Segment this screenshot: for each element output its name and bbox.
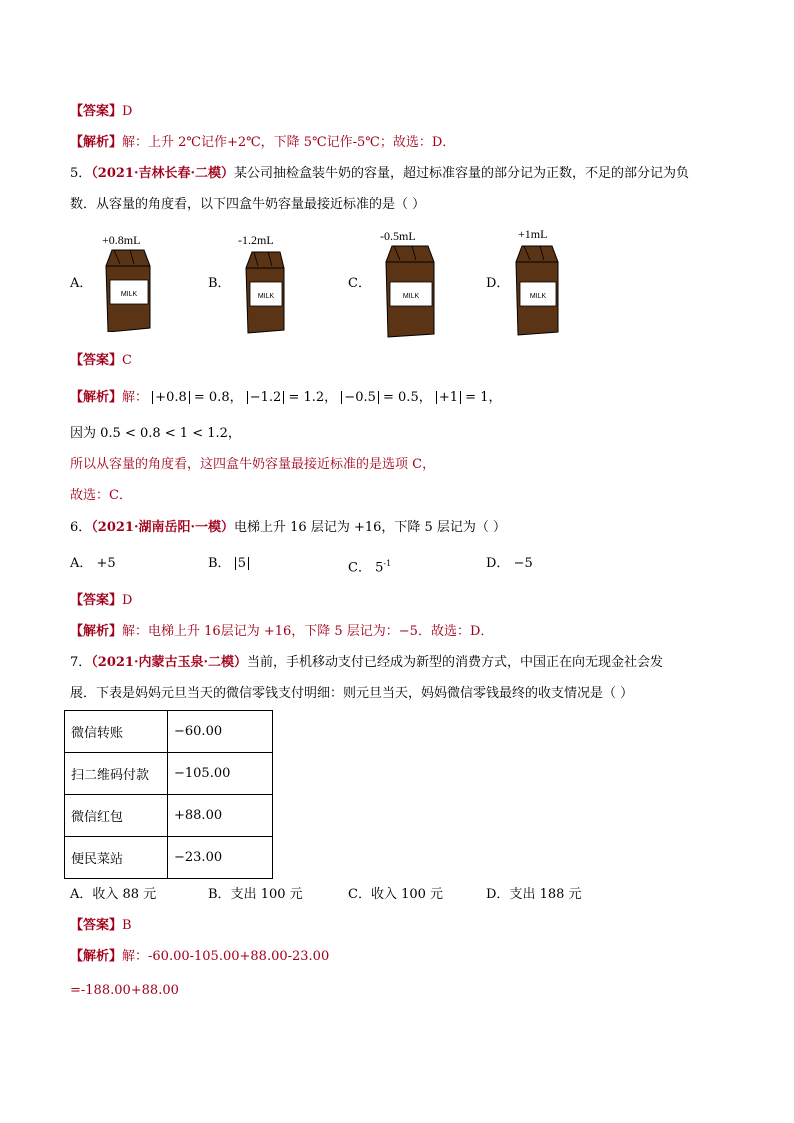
answer-tag: 【答案】: [70, 918, 123, 933]
answer-value: D: [122, 104, 133, 119]
q6-stem: [70, 519, 506, 537]
milk-text: MILK: [120, 291, 138, 298]
milk-carton-a-icon: [104, 248, 152, 332]
table-cell: 微信红包: [65, 795, 168, 837]
q6-answer-line: [70, 592, 132, 610]
answer-value: C: [122, 353, 132, 368]
abs-result: = 1.2，: [288, 390, 338, 405]
q7-stem-line1: [70, 654, 663, 672]
q5-number: 5．: [70, 166, 92, 181]
analysis-tag: 【解析】: [70, 135, 123, 150]
abs-result: = 1，: [465, 390, 502, 405]
q5-analysis-line1: [70, 389, 501, 407]
analysis-lead: 解：: [122, 390, 149, 405]
table-cell: −23.00: [168, 837, 273, 879]
q5-analysis-line2: 因为 0.5 < 0.8 < 1 < 1.2，: [70, 426, 241, 441]
q5-option-c-label: -0.5mL: [380, 229, 416, 243]
q7-option-d: D．支出 188 元: [486, 887, 582, 902]
table-cell: 微信转账: [65, 711, 168, 753]
q5-source: （2021·吉林长春·二模）: [91, 166, 235, 181]
q5-analysis-line4: 故选：C．: [70, 488, 132, 503]
q6-option-b: B． 5: [208, 555, 249, 573]
table-row: [65, 711, 273, 753]
abs-result: = 0.5，: [383, 390, 432, 405]
milk-text: MILK: [529, 293, 547, 300]
q4-analysis-line: [70, 134, 455, 152]
q7-answer-line: [70, 917, 132, 935]
q6-option-a: A． +5: [70, 556, 116, 571]
table-cell: 扫二维码付款: [65, 753, 168, 795]
table-row: [65, 753, 273, 795]
q5-option-c-letter: C．: [348, 276, 371, 291]
milk-carton-b-icon: [244, 250, 286, 334]
analysis-tag: 【解析】: [70, 390, 123, 405]
q7-option-c: C．收入 100 元: [348, 887, 444, 902]
payment-table: [64, 710, 273, 879]
q6-option-d: D． −5: [486, 556, 533, 571]
q5-analysis-line3: 所以从容量的角度看，这四盒牛奶容量最接近标准的是选项 C，: [70, 457, 436, 472]
answer-value: D: [122, 593, 133, 608]
table-row: [65, 837, 273, 879]
q7-option-a: A．收入 88 元: [70, 887, 157, 902]
milk-carton-c-icon: [384, 244, 436, 338]
answer-value: B: [122, 918, 132, 933]
q5-text1: 某公司抽检盒装牛奶的容量，超过标准容量的部分记为正数，不足的部分记为负: [234, 166, 690, 181]
milk-carton-d-icon: [514, 244, 560, 336]
abs-value: +0.8: [152, 391, 190, 404]
abs-result: = 0.8，: [193, 390, 243, 405]
abs-value: −0.5: [341, 391, 379, 404]
table-cell: 便民菜站: [65, 837, 168, 879]
q5-stem-line2: 数．从容量的角度看，以下四盒牛奶容量最接近标准的是（ ）: [70, 197, 426, 212]
q5-option-a-label: +0.8mL: [102, 233, 141, 247]
q5-option-b-label: -1.2mL: [238, 233, 274, 247]
q6-text: 电梯上升 16 层记为 +16，下降 5 层记为（ ）: [234, 520, 507, 535]
q5-stem-line1: [70, 165, 689, 183]
table-cell: +88.00: [168, 795, 273, 837]
q7-analysis-line2: =-188.00+88.00: [70, 983, 179, 998]
q5-option-d-label: +1mL: [518, 227, 548, 241]
q5-option-a-letter: A．: [70, 276, 93, 291]
table-cell: −60.00: [168, 711, 273, 753]
q7-analysis-line1: [70, 948, 329, 966]
abs-value: −1.2: [247, 391, 285, 404]
q7-text1: 当前，手机移动支付已经成为新型的消费方式，中国正在向无现金社会发: [247, 655, 664, 670]
q6-option-c: C． $5^{-1}$: [348, 559, 392, 576]
q7-source: （2021·内蒙古玉泉·二模）: [91, 655, 248, 670]
q5-option-b-letter: B．: [208, 276, 231, 291]
analysis-tag: 【解析】: [70, 949, 123, 964]
table-cell: −105.00: [168, 753, 273, 795]
answer-tag: 【答案】: [70, 593, 123, 608]
q6-number: 6．: [70, 520, 92, 535]
q6-source: （2021·湖南岳阳·一模）: [91, 520, 235, 535]
q4-answer-line: [70, 103, 132, 121]
q5-option-d-letter: D．: [486, 276, 510, 291]
answer-tag: 【答案】: [70, 104, 123, 119]
table-row: [65, 795, 273, 837]
q6-analysis-line: [70, 623, 493, 641]
milk-text: MILK: [257, 293, 275, 300]
q7-number: 7．: [70, 655, 92, 670]
abs-value: +1: [436, 391, 461, 404]
analysis-text: 解：-60.00-105.00+88.00-23.00: [122, 949, 330, 964]
q7-stem-line2: 展．下表是妈妈元旦当天的微信零钱支付明细：则元旦当天，妈妈微信零钱最终的收支情况是（ ）: [70, 686, 634, 701]
answer-tag: 【答案】: [70, 353, 123, 368]
q7-option-b: B．支出 100 元: [208, 887, 303, 902]
analysis-text: 解：电梯上升 16层记为 +16，下降 5 层记为：−5．故选：D．: [122, 624, 494, 639]
analysis-tag: 【解析】: [70, 624, 123, 639]
analysis-text: 解：上升 2℃记作+2℃，下降 5℃记作-5℃；故选：D．: [122, 135, 456, 150]
q5-answer-line: [70, 352, 132, 370]
milk-text: MILK: [402, 293, 420, 300]
